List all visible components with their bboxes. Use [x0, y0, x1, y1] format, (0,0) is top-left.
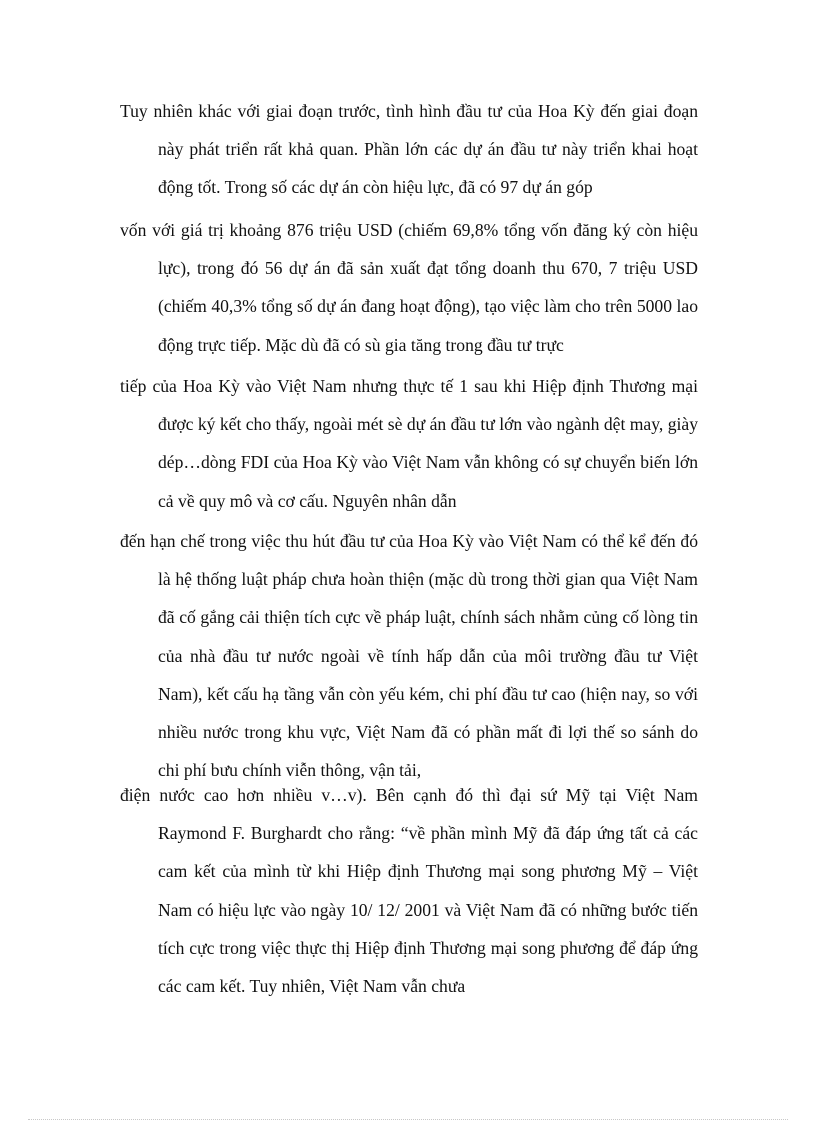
paragraph-5: điện nước cao hơn nhiều v…v). Bên cạnh đó thì đại sứ Mỹ tại Việt Nam Raymond F. Burghardt cho rằng: “về phần mình Mỹ đã đáp ứng tất cả các cam kết của mình từ khi Hiệp định Thương mại song phương Mỹ – Việt Nam có hiệu lực vào ngày 10/ 12/ 2001 và Việt Nam đã có những bước tiến tích cực trong việc thực thị Hiệp định Thương mại song phương để đáp ứng các cam kết. Tuy nhiên, Việt Nam vẫn chưa: [120, 785, 698, 997]
paragraph-3: tiếp của Hoa Kỳ vào Việt Nam nhưng thực tế 1 sau khi Hiệp định Thương mại được ký kết cho thấy, ngoài mét sè dự án đầu tư lớn vào ngành dệt may, giày dép…dòng FDI của Hoa Kỳ vào Việt Nam vẫn không có sự chuyển biến lớn cả về quy mô và cơ cấu. Nguyên nhân dẫn: [120, 376, 698, 511]
paragraph-2: vốn với giá trị khoảng 876 triệu USD (chiếm 69,8% tổng vốn đăng ký còn hiệu lực), trong đó 56 dự án đã sản xuất đạt tổng doanh thu 670, 7 triệu USD (chiếm 40,3% tổng số dự án đang hoạt động), tạo việc làm cho trên 5000 lao động trực tiếp. Mặc dù đã có sù gia tăng trong đầu tư trực: [120, 220, 698, 355]
paragraph-1: Tuy nhiên khác với giai đoạn trước, tình hình đầu tư của Hoa Kỳ đến giai đoạn này phát triển rất khả quan. Phần lớn các dự án đầu tư này triển khai hoạt động tốt. Trong số các dự án còn hiệu lực, đã có 97 dự án góp: [120, 101, 698, 198]
paragraph-4: đến hạn chế trong việc thu hút đầu tư của Hoa Kỳ vào Việt Nam có thể kể đến đó là hệ thống luật pháp chưa hoàn thiện (mặc dù trong thời gian qua Việt Nam đã cố gắng cải thiện tích cực về pháp luật, chính sách nhằm củng cố lòng tin của nhà đầu tư nước ngoài về tính hấp dẫn của môi trường đầu tư Việt Nam), kết cấu hạ tầng vẫn còn yếu kém, chi phí đầu tư cao (hiện nay, so với nhiều nước trong khu vực, Việt Nam đã có phần mất đi lợi thế so sánh do chi phí bưu chính viễn thông, vận tải,: [120, 531, 698, 781]
page-bottom-divider: [28, 1119, 788, 1120]
